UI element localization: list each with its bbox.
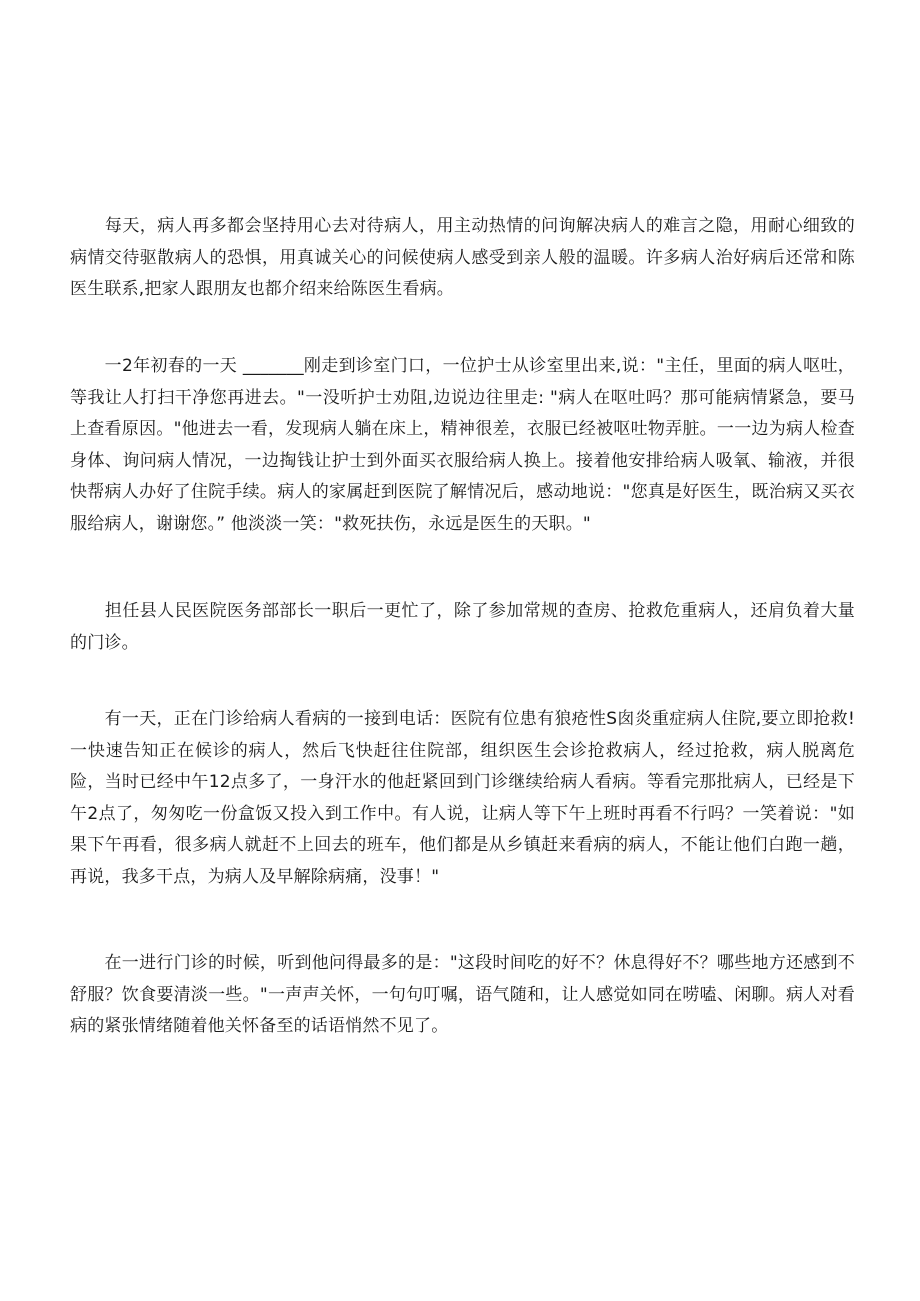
paragraph-outpatient-care: 在一进行门诊的时候，听到他问得最多的是："这段时间吃的好不？休息得好不？哪些地方还感到不舒服？饮食要清淡一些。"一声声关怀，一句句叮嘱，语气随和，让人感觉如同在唠嗑、闲聊。病人对看病的紧张情绪随着他关怀备至的话语悄然不见了。 [70, 953, 855, 1036]
paragraph-early-spring-story: 一2年初春的一天 _______刚走到诊室门口，一位护士从诊室里出来,说："主任，里面的病人呕吐，等我让人打扫干净您再进去。"一没听护士劝阻,边说边往里走: "病人在呕吐吗？那可能病情紧急，要马上查看原因。"他进去一看，发现病人躺在床上，精神很差，衣服已经被呕吐物弄脏。一一边为病人检查身体、询问病人情况，一边掏钱让护士到外面买衣服给病人换上。接着他安排给病人吸氧、输液，并很快帮病人办好了住院手续。病人的家属赶到医院了解情况后，感动地说："您真是好医生，既治病又买衣服给病人，谢谢您。” 他淡淡一笑："救死扶伤，永远是医生的天职。" [70, 356, 855, 534]
paragraph-daily-care: 每天，病人再多都会坚持用心去对待病人，用主动热情的问询解决病人的难言之隐，用耐心细致的病情交待驱散病人的恐惧，用真诚关心的问候使病人感受到亲人般的温暖。许多病人治好病后还常和陈医生联系,把家人跟朋友也都介绍来给陈医生看病。 [70, 216, 855, 299]
paragraph-emergency-rescue: 有一天，正在门诊给病人看病的一接到电话：医院有位患有狼疮性S囱炎重症病人住院,要立即抢救!一快速告知正在候诊的病人，然后飞快赶往住院部，组织医生会诊抢救病人，经过抢救，病人脱离危险，当时已经中午12点多了，一身汗水的他赶紧回到门诊继续给病人看病。等看完那批病人，已经是下午2点了，匆匆吃一份盒饭又投入到工作中。有人说，让病人等下午上班时再看不行吗？一笑着说："如果下午再看，很多病人就赶不上回去的班车，他们都是从乡镇赶来看病的病人，不能让他们白跑一趟，再说，我多干点，为病人及早解除病痛，没事！" [70, 709, 855, 887]
paragraph-new-position: 担任县人民医院医务部部长一职后一更忙了，除了参加常规的查房、抢救危重病人，还肩负着大量的门诊。 [70, 601, 855, 653]
